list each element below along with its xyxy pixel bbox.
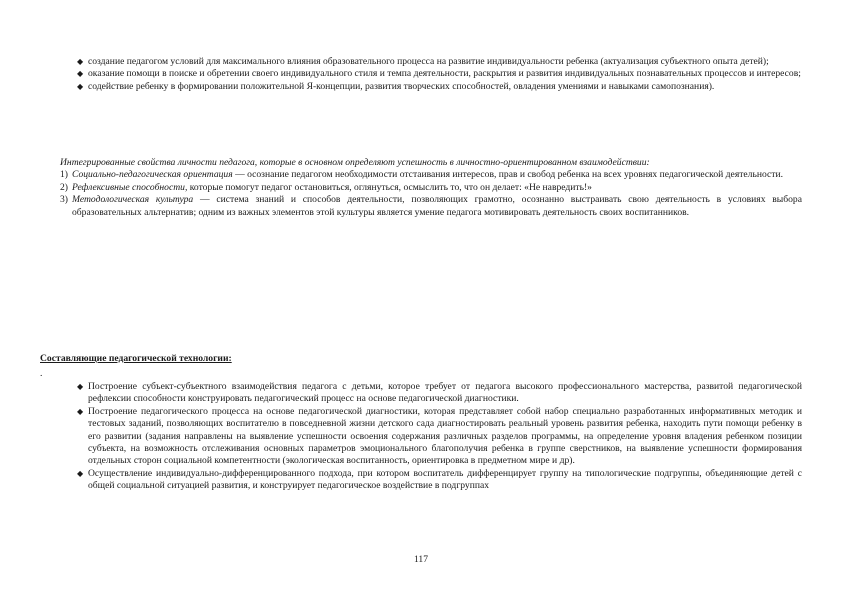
diamond-bullet-icon: ◆ (77, 406, 84, 416)
list-item: ◆ содействие ребенку в формировании положительной Я-концепции, развития творческих способностей, овладения умениями и навыками самопознания). (77, 80, 715, 92)
top-bullet-list (60, 56, 802, 93)
list-item: 1) Социально-педагогическая ориентация — осознание педагогом необходимости отстаивания интересов, прав и свобод ребенка на всех уровнях педагогической деятельности. (60, 169, 783, 181)
dot-marker: . (40, 368, 43, 379)
diamond-bullet-icon: ◆ (77, 81, 84, 91)
bottom-bullet-list (60, 381, 802, 493)
qualities-section (40, 157, 802, 219)
list-item: ◆ Построение педагогического процесса на основе педагогической диагностики, которая представляет собой набор специально разработанных информативных методик и тестовых заданий, позволяющих воспитателю в повседневной жизни детского сада диагностировать реальный уровень развития ребенка, находить пути помощи ребенку в его развитии (задания направлены на выявление успешности освоения содержания различных разделов программы, на определение уровня владения ребенком позиции субъекта, на возможность отслеживания основных параметров эмоционального благополучия ребенка в группе сверстников, на выявление успешности формирования отдельных сторон социальной компетентности (экологическая воспитанность, ориентировка в предметном мире и др). (77, 405, 802, 467)
list-item: 3) Методологическая культура — система знаний и способов деятельности, позволяющих грамотно, осознанно выстраивать свою деятельность в условиях выбора образовательных альтернатив; одним из важных элементов этой культуры является умение педагога мотивировать деятельность своих воспитанников. (60, 194, 802, 218)
qualities-intro: Интегрированные свойства личности педагога, которые в основном определяют успешность в личностно-ориентированном взаимодействии: (60, 157, 650, 168)
diamond-bullet-icon: ◆ (77, 57, 84, 66)
diamond-bullet-icon: ◆ (77, 69, 84, 79)
list-item: ◆ оказание помощи в поиске и обретении своего индивидуального стиля и темпа деятельности, раскрытия и развития индивидуальных познавательных процессов и интересов; (77, 68, 801, 80)
section-heading: Составляющие педагогической технологии: (40, 353, 232, 364)
page-number: 117 (413, 554, 429, 565)
list-item: ◆ Осуществление индивидуально-дифференцированного подхода, при котором воспитатель дифференцирует группу на типологические подгруппы, объединяющие детей с общей социальной ситуацией развития, и конструирует педагогическое воздействие в подгруппах (77, 467, 802, 492)
list-item: ◆ создание педагогом условий для максимального влияния образовательного процесса на развитие индивидуальности ребенка (актуализация субъектного опыта детей); (77, 56, 769, 67)
list-item: ◆ Построение субъект-субъектного взаимодействия педагога с детьми, которое требует от педагога высокого профессионального мастерства, развитой педагогической рефлексии способности конструировать педагогический процесс на основе педагогической диагностики. (77, 381, 802, 405)
diamond-bullet-icon: ◆ (77, 382, 84, 391)
list-item: 2) Рефлексивные способности, которые помогут педагог остановиться, оглянуться, осмыслить то, что он делает: «Не навредить!» (60, 181, 592, 193)
diamond-bullet-icon: ◆ (77, 468, 84, 478)
